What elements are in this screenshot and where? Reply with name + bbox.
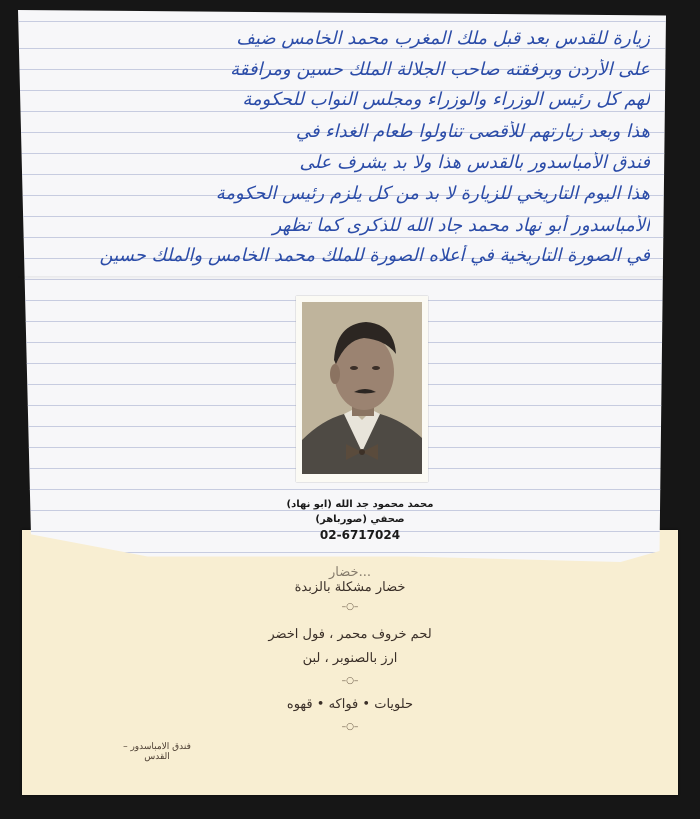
menu-partial-line: ...خضار [329, 565, 371, 580]
menu-footer: فندق الامباسدور – القدس [123, 742, 191, 762]
menu-line-4: حلويات • فواكه • قهوه [286, 697, 414, 712]
handwritten-line-5: فندق الأمباسدور بالقدس هذا ولا بد يشرف على [299, 152, 650, 173]
menu-separator-3: –○– [341, 722, 359, 732]
handwritten-line-4: هذا وبعد زيارتهم للأقصى تناولوا طعام الغداء في [295, 121, 650, 142]
menu-line-2: لحم خروف محمر ، فول اخضر [268, 627, 432, 642]
menu-separator-1: –○– [341, 602, 359, 612]
handwritten-line-3: لهم كل رئيس الوزراء والوزراء ومجلس النواب للحكومة [242, 89, 650, 110]
menu-line-1: خضار مشكلة بالزبدة [294, 580, 406, 595]
handwritten-line-7: الأمباسدور أبو نهاد محمد جاد الله للذكرى كما تظهر [272, 215, 650, 236]
photo-caption-name: محمد محمود جد الله (ابو نهاد) [286, 499, 434, 510]
paper-fold [18, 276, 666, 280]
portrait-image [302, 302, 422, 474]
photo-caption-phone: 02-6717024 [319, 528, 401, 542]
handwritten-line-8: في الصورة التاريخية في أعلاه الصورة للملك محمد الخامس والملك حسين [99, 245, 650, 266]
handwritten-line-1: زيارة للقدس بعد قبل ملك المغرب محمد الخامس ضيف [236, 28, 650, 49]
photo-caption-role: صحفي (صورباهر) [315, 514, 405, 525]
menu-line-3: ارز بالصنوبر ، لبن [302, 651, 398, 666]
handwritten-line-2: على الأردن وبرفقته صاحب الجلالة الملك حسين ومرافقة [230, 59, 650, 80]
handwritten-line-6: هذا اليوم التاريخي للزيارة لا بد من كل يلزم رئيس الحكومة [215, 183, 650, 204]
portrait-photo [296, 296, 428, 482]
menu-separator-2: –○– [341, 676, 359, 686]
